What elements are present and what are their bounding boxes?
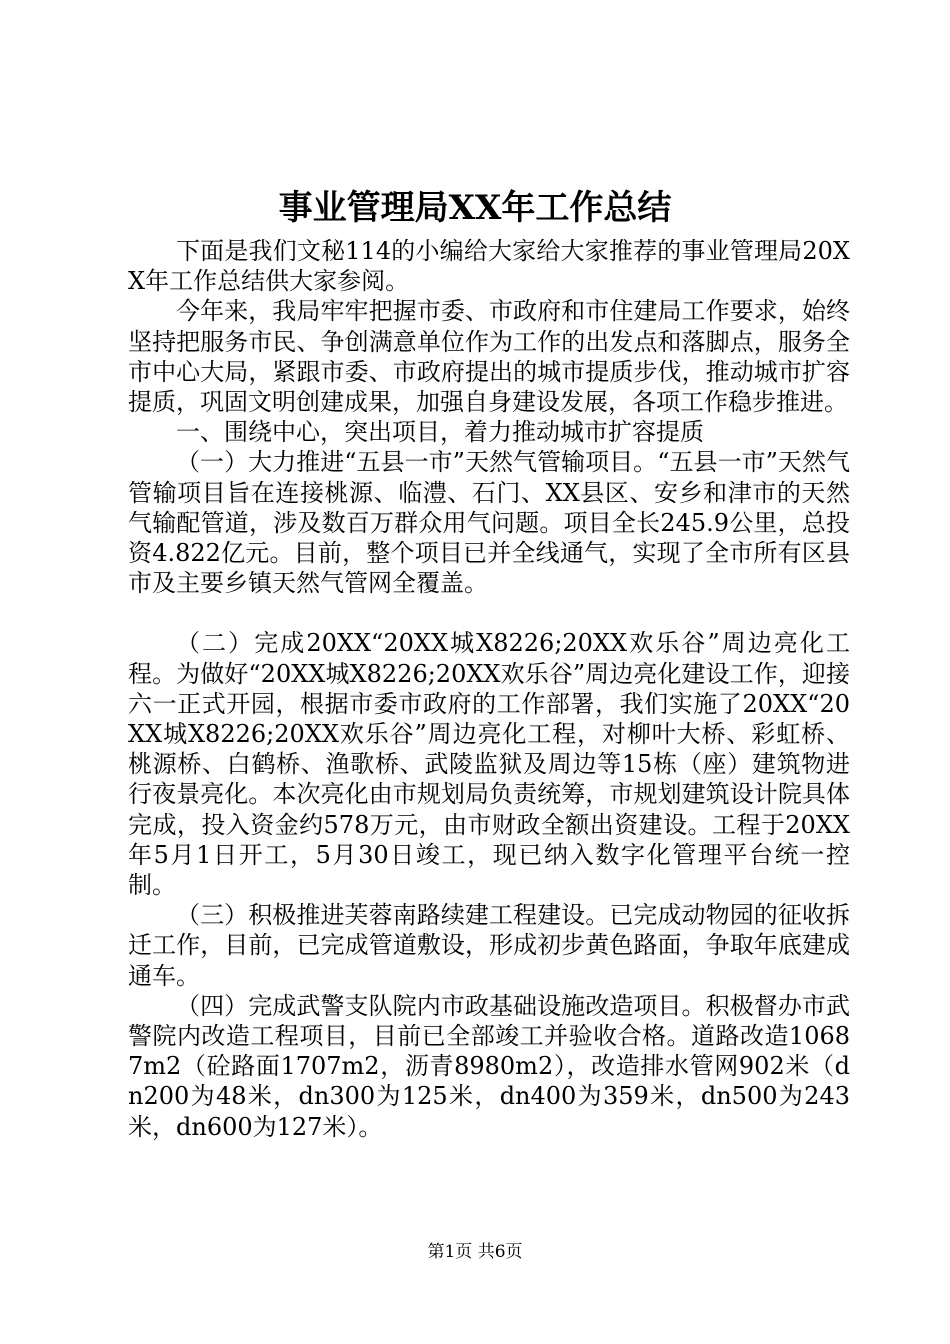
item-4-paragraph: （四）完成武警支队院内市政基础设施改造项目。积极督办市武警院内改造工程项目，目前已全部竣工并验收合格。道路改造10687m2（砼路面1707m2，沥青8980m2），改造排水管网902米（dn200为48米，dn300为125米，dn400为359米，dn500为243米，dn600为127米）。	[128, 991, 850, 1141]
section-heading: 一、围绕中心，突出项目，着力推动城市扩容提质	[176, 418, 704, 447]
item-2-paragraph: （二）完成20XX“20XX城X8226;20XX欢乐谷”周边亮化工程。为做好“20XX城X8226;20XX欢乐谷”周边亮化建设工作，迎接六一正式开园，根据市委市政府的工作部署，我们实施了20XX“20XX城X8226;20XX欢乐谷”周边亮化工程，对柳叶大桥、彩虹桥、桃源桥、白鹤桥、渔歌桥、武陵监狱及周边等15栋（座）建筑物进行夜景亮化。本次亮化由市规划局负责统筹，市规划建筑设计院具体完成，投入资金约578万元，由市财政全额出资建设。工程于20XX年5月1日开工，5月30日竣工，现已纳入数字化管理平台统一控制。	[128, 629, 850, 900]
document-title: 事业管理局XX年工作总结	[278, 188, 672, 228]
item-3-paragraph: （三）积极推进芙蓉南路续建工程建设。已完成动物园的征收拆迁工作，目前，已完成管道敷设，形成初步黄色路面，争取年底建成通车。	[128, 901, 850, 990]
item-1-paragraph: （一）大力推进“五县一市”天然气管输项目。“五县一市”天然气管输项目旨在连接桃源、临澧、石门、XX县区、安乡和津市的天然气输配管道，涉及数百万群众用气问题。项目全长245.9公里，总投资4.822亿元。目前，整个项目已并全线通气，实现了全市所有区县市及主要乡镇天然气管网全覆盖。	[128, 448, 850, 598]
overview-paragraph: 今年来，我局牢牢把握市委、市政府和市住建局工作要求，始终坚持把服务市民、争创满意单位作为工作的出发点和落脚点，服务全市中心大局，紧跟市委、市政府提出的城市提质步伐，推动城市扩容提质，巩固文明创建成果，加强自身建设发展，各项工作稳步推进。	[128, 297, 850, 417]
document-body	[128, 236, 850, 1142]
intro-paragraph: 下面是我们文秘114的小编给大家给大家推荐的事业管理局20XX年工作总结供大家参阅。	[128, 237, 850, 296]
page-number-footer: 第1页 共6页	[427, 1242, 523, 1262]
